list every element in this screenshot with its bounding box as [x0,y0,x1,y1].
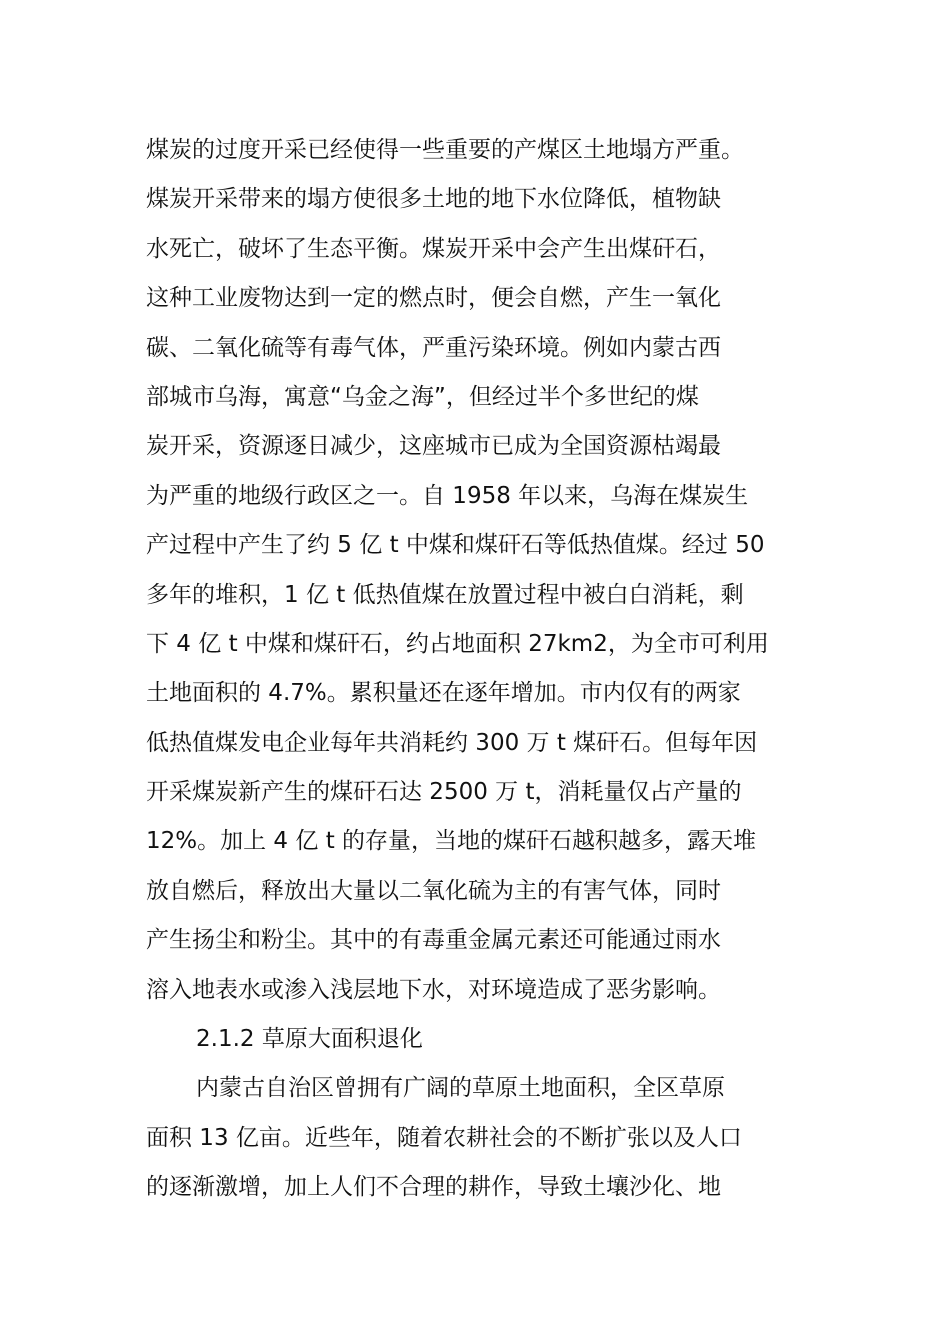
body-line-10: 多年的堆积，1 亿 t 低热值煤在放置过程中被白白消耗，剩 [146,581,744,608]
body-line-15: 12%。加上 4 亿 t 的存量，当地的煤矸石越积越多，露天堆 [146,828,757,855]
body-line-5: 碳、二氧化硫等有毒气体，严重污染环境。例如内蒙古西 [146,334,721,361]
body-line-13: 低热值煤发电企业每年共消耗约 300 万 t 煤矸石。但每年因 [146,729,758,756]
body-line-7: 炭开采，资源逐日减少，这座城市已成为全国资源枯竭最 [146,433,721,460]
body-line-3: 水死亡，破坏了生态平衡。煤炭开采中会产生出煤矸石， [146,235,721,262]
section-heading: 2.1.2 草原大面积退化 [196,1026,423,1053]
body-line-4: 这种工业废物达到一定的燃点时，便会自燃，产生一氧化 [146,285,721,312]
body-line-14: 开采煤炭新产生的煤矸石达 2500 万 t，消耗量仅占产量的 [146,779,742,806]
body-line-12: 土地面积的 4.7%。累积量还在逐年增加。市内仅有的两家 [146,680,741,707]
body-line-9: 产过程中产生了约 5 亿 t 中煤和煤矸石等低热值煤。经过 50 [146,532,765,559]
body-line-18: 溶入地表水或渗入浅层地下水，对环境造成了恶劣影响。 [146,976,721,1003]
document-body [146,126,826,1213]
body-line-8: 为严重的地级行政区之一。自 1958 年以来，乌海在煤炭生 [146,482,749,509]
paragraph2-line-3: 的逐渐激增，加上人们不合理的耕作，导致土壤沙化、地 [146,1174,721,1201]
paragraph2-line-1: 内蒙古自治区曾拥有广阔的草原土地面积，全区草原 [196,1075,725,1102]
body-line-6: 部城市乌海，寓意“乌金之海”，但经过半个多世纪的煤 [146,383,699,410]
body-line-11: 下 4 亿 t 中煤和煤矸石，约占地面积 27km2，为全市可利用 [146,630,769,657]
paragraph2-line-2: 面积 13 亿亩。近些年，随着农耕社会的不断扩张以及人口 [146,1124,742,1151]
body-line-16: 放自燃后，释放出大量以二氧化硫为主的有害气体，同时 [146,877,721,904]
body-line-2: 煤炭开采带来的塌方使很多土地的地下水位降低，植物缺 [146,186,721,213]
body-line-17: 产生扬尘和粉尘。其中的有毒重金属元素还可能通过雨水 [146,927,721,954]
body-line-1: 煤炭的过度开采已经使得一些重要的产煤区土地塌方严重。 [146,137,744,163]
